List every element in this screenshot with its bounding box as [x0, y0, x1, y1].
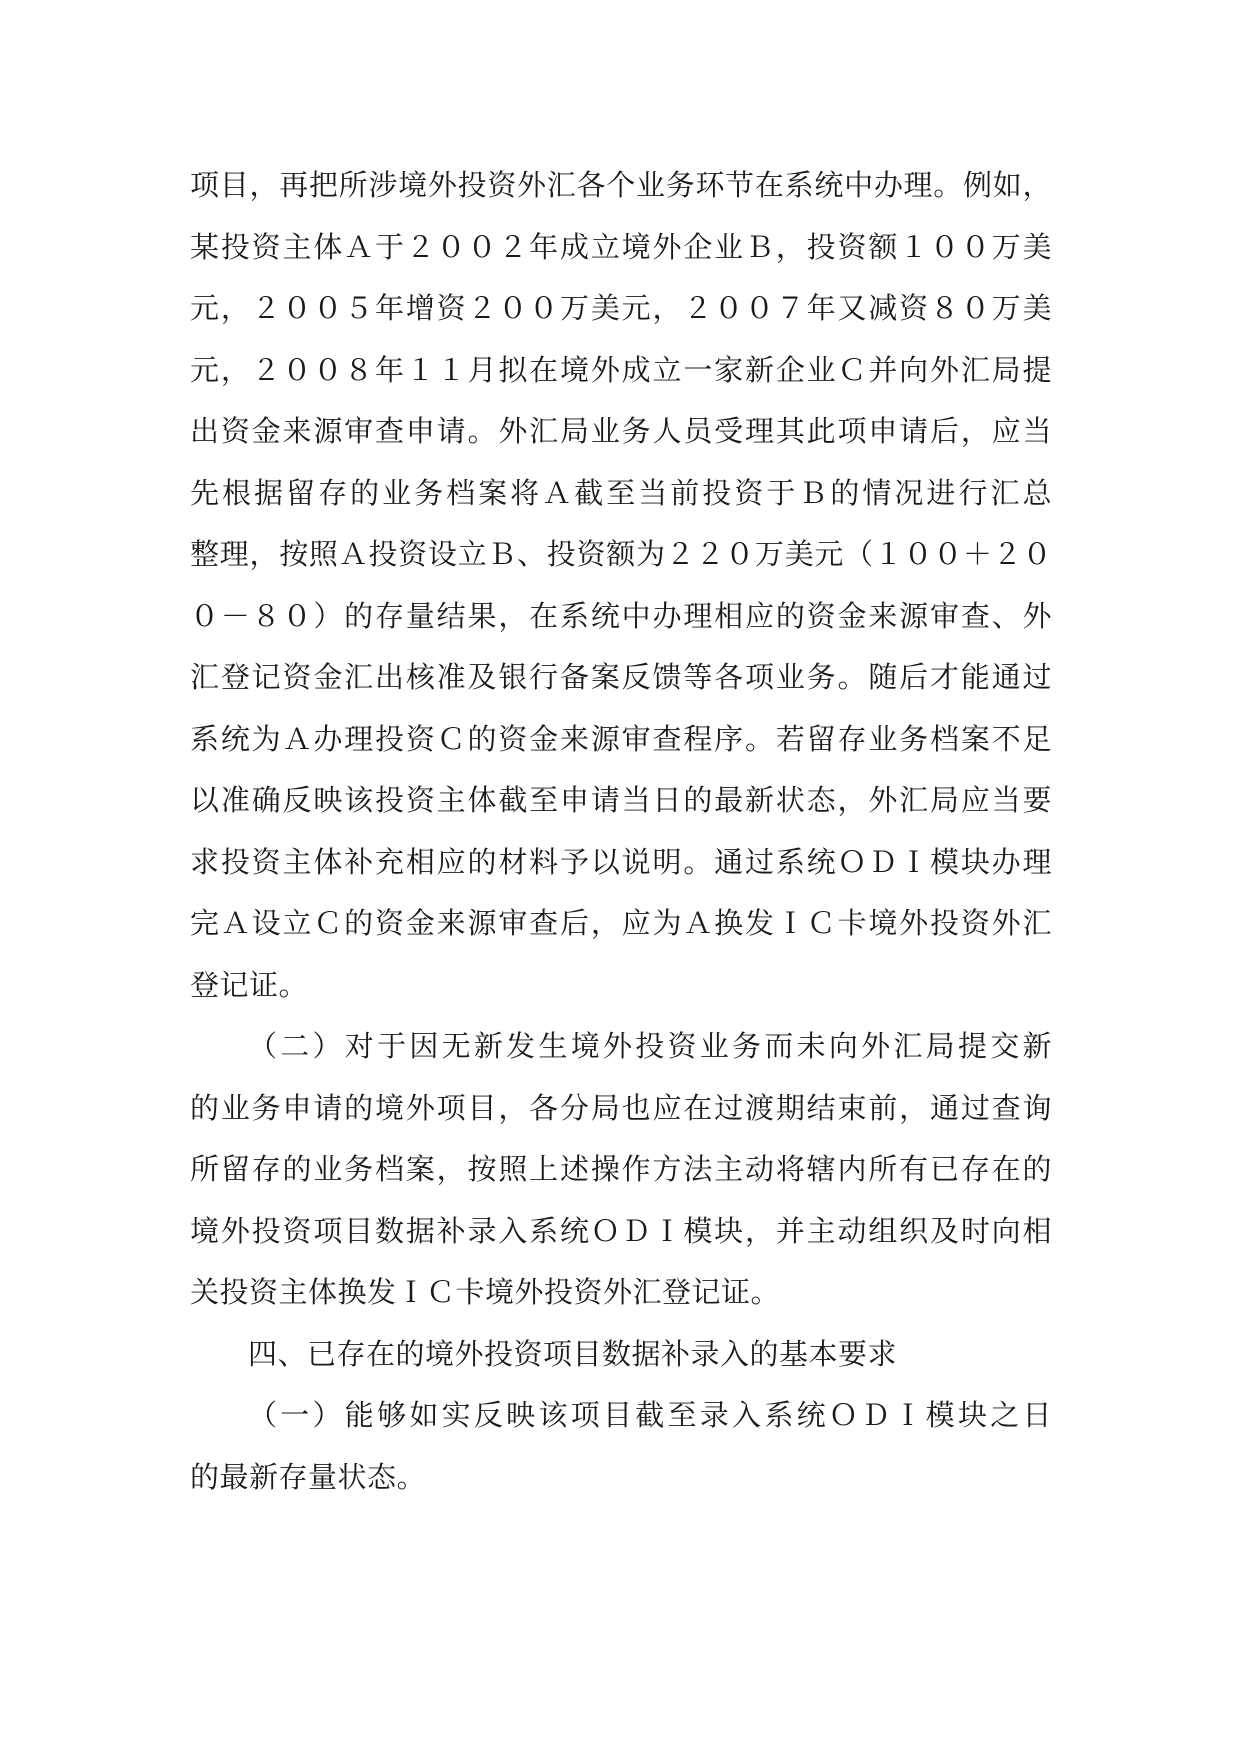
text-line: （二）对于因无新发生境外投资业务而未向外汇局提交新: [248, 1029, 1052, 1063]
text-line: 某投资主体Ａ于２００２年成立境外企业Ｂ，投资额１００万美: [190, 229, 1052, 264]
text-line: 的业务申请的境外项目，各分局也应在过渡期结束前，通过查询: [190, 1090, 1052, 1125]
text-line: 登记证。: [190, 967, 309, 1002]
text-line: 完Ａ设立Ｃ的资金来源审查后，应为Ａ换发ＩＣ卡境外投资外汇: [190, 906, 1052, 940]
text-line: 先根据留存的业务档案将Ａ截至当前投资于Ｂ的情况进行汇总: [190, 475, 1052, 510]
text-line: 出资金来源审查申请。外汇局业务人员受理其此项申请后，应当: [190, 414, 1052, 448]
text-line: 元，２００８年１１月拟在境外成立一家新企业Ｃ并向外汇局提: [190, 352, 1052, 387]
section-heading: 四、已存在的境外投资项目数据补录入的基本要求: [248, 1336, 898, 1371]
text-line: 项目，再把所涉境外投资外汇各个业务环节在系统中办理。例如，: [190, 168, 1052, 202]
text-line: 以准确反映该投资主体截至申请当日的最新状态，外汇局应当要: [190, 783, 1052, 817]
text-line: 求投资主体补充相应的材料予以说明。通过系统ＯＤＩ模块办理: [190, 844, 1052, 879]
text-line: （一）能够如实反映该项目截至录入系统ＯＤＩ模块之日: [248, 1398, 1052, 1432]
text-line: 系统为Ａ办理投资Ｃ的资金来源审查程序。若留存业务档案不足: [190, 721, 1052, 756]
text-line: 元，２００５年增资２００万美元，２００７年又减资８０万美: [190, 291, 1052, 325]
document-body: [190, 155, 1052, 1508]
text-line: 汇登记资金汇出核准及银行备案反馈等各项业务。随后才能通过: [190, 660, 1052, 694]
text-line: 的最新存量状态。: [190, 1459, 427, 1494]
paragraph-section-2: [190, 1016, 1052, 1324]
text-line: 所留存的业务档案，按照上述操作方法主动将辖内所有已存在的: [190, 1152, 1052, 1186]
paragraph-requirement-1: [190, 1385, 1052, 1508]
text-line: ０－８０）的存量结果，在系统中办理相应的资金来源审查、外: [190, 598, 1052, 633]
paragraph-example: [190, 155, 1052, 1016]
text-line: 整理，按照Ａ投资设立Ｂ、投资额为２２０万美元（１００＋２０: [190, 537, 1052, 571]
text-line: 关投资主体换发ＩＣ卡境外投资外汇登记证。: [190, 1275, 781, 1309]
text-line: 境外投资项目数据补录入系统ＯＤＩ模块，并主动组织及时向相: [190, 1213, 1052, 1248]
